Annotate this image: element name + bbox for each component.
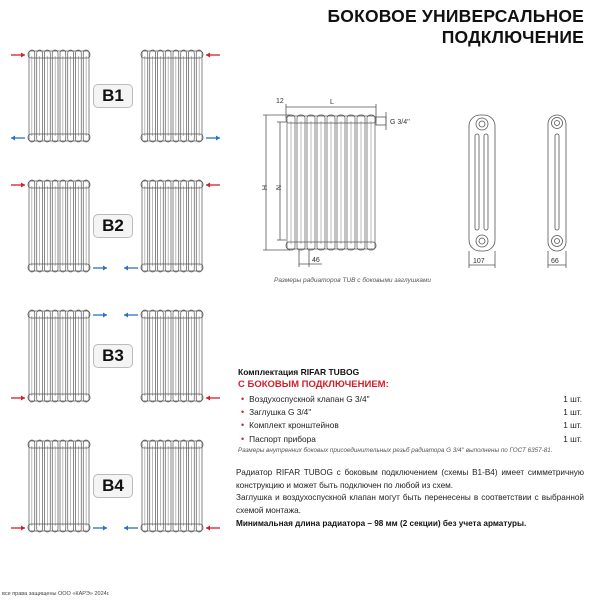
supply-arrow xyxy=(11,396,25,401)
return-arrow xyxy=(124,266,138,271)
return-arrow xyxy=(124,313,138,318)
return-arrow xyxy=(93,266,107,271)
dim-L: L xyxy=(330,99,334,106)
supply-arrow xyxy=(11,53,25,58)
bullet-icon: • xyxy=(241,393,245,404)
dim-46: 46 xyxy=(312,257,320,264)
kit-item xyxy=(238,432,582,445)
thread-note: Размеры внутренних боковых присоединительных резьб радиатора G 3/4'' выполнены по ГОСТ 6357-81. xyxy=(238,447,553,455)
bullet-icon: • xyxy=(241,406,245,417)
kit-item-qty: 1 шт. xyxy=(563,420,582,431)
dim-66: 66 xyxy=(551,258,559,265)
supply-arrow xyxy=(206,396,220,401)
dim-12: 12 xyxy=(276,98,284,105)
scheme-label: B4 xyxy=(93,474,133,498)
drawing-caption: Размеры радиаторов TUB с боковыми заглушками xyxy=(274,277,432,284)
kit-item-name: Заглушка G 3/4'' xyxy=(249,406,312,417)
return-arrow xyxy=(93,526,107,531)
dimension-drawing xyxy=(250,90,600,280)
kit-subheading: С БОКОВЫМ ПОДКЛЮЧЕНИЕМ: xyxy=(238,379,389,390)
supply-arrow xyxy=(206,53,220,58)
kit-item-name: Воздухоспускной клапан G 3/4'' xyxy=(249,393,370,404)
return-arrow xyxy=(93,313,107,318)
scheme-label: B2 xyxy=(93,214,133,238)
description: Радиатор RIFAR TUBOG с боковым подключением (схемы B1-B4) имеет симметричную конструкцию и может быть подключен по любой из схем. Заглушка и воздухоспускной клапан могут быть перенесены в соответствии с выбранной схемой монтажа. Минимальная длина радиатора – 98 мм (2 секции) без учета арматуры. xyxy=(236,468,584,528)
supply-arrow xyxy=(11,183,25,188)
kit-list xyxy=(238,392,582,445)
kit-item-name: Комплект кронштейнов xyxy=(249,420,339,431)
return-arrow xyxy=(124,526,138,531)
dim-H: H xyxy=(260,185,267,191)
supply-arrow xyxy=(206,526,220,531)
page-title: БОКОВОЕ УНИВЕРСАЛЬНОЕ ПОДКЛЮЧЕНИЕ xyxy=(327,6,584,47)
copyright: все права защищены ООО «КАРЭ» 2024г. xyxy=(2,591,110,597)
supply-arrow xyxy=(206,183,220,188)
kit-item-name: Паспорт прибора xyxy=(249,433,316,444)
return-arrow xyxy=(206,136,220,141)
kit-item-qty: 1 шт. xyxy=(563,433,582,444)
kit-item xyxy=(238,405,582,418)
thread-size: G 3/4'' xyxy=(390,119,410,126)
dim-N: N xyxy=(274,185,281,191)
return-arrow xyxy=(11,136,25,141)
bullet-icon: • xyxy=(241,433,245,444)
kit-section xyxy=(238,367,582,454)
kit-item-qty: 1 шт. xyxy=(563,393,582,404)
dim-107: 107 xyxy=(473,258,485,265)
bullet-icon: • xyxy=(241,420,245,431)
scheme-label: B1 xyxy=(93,84,133,108)
kit-item xyxy=(238,419,582,432)
kit-item-qty: 1 шт. xyxy=(563,406,582,417)
kit-heading: Комплектация RIFAR TUBOG xyxy=(238,367,360,377)
scheme-label: B3 xyxy=(93,344,133,368)
kit-item xyxy=(238,392,582,405)
supply-arrow xyxy=(11,526,25,531)
